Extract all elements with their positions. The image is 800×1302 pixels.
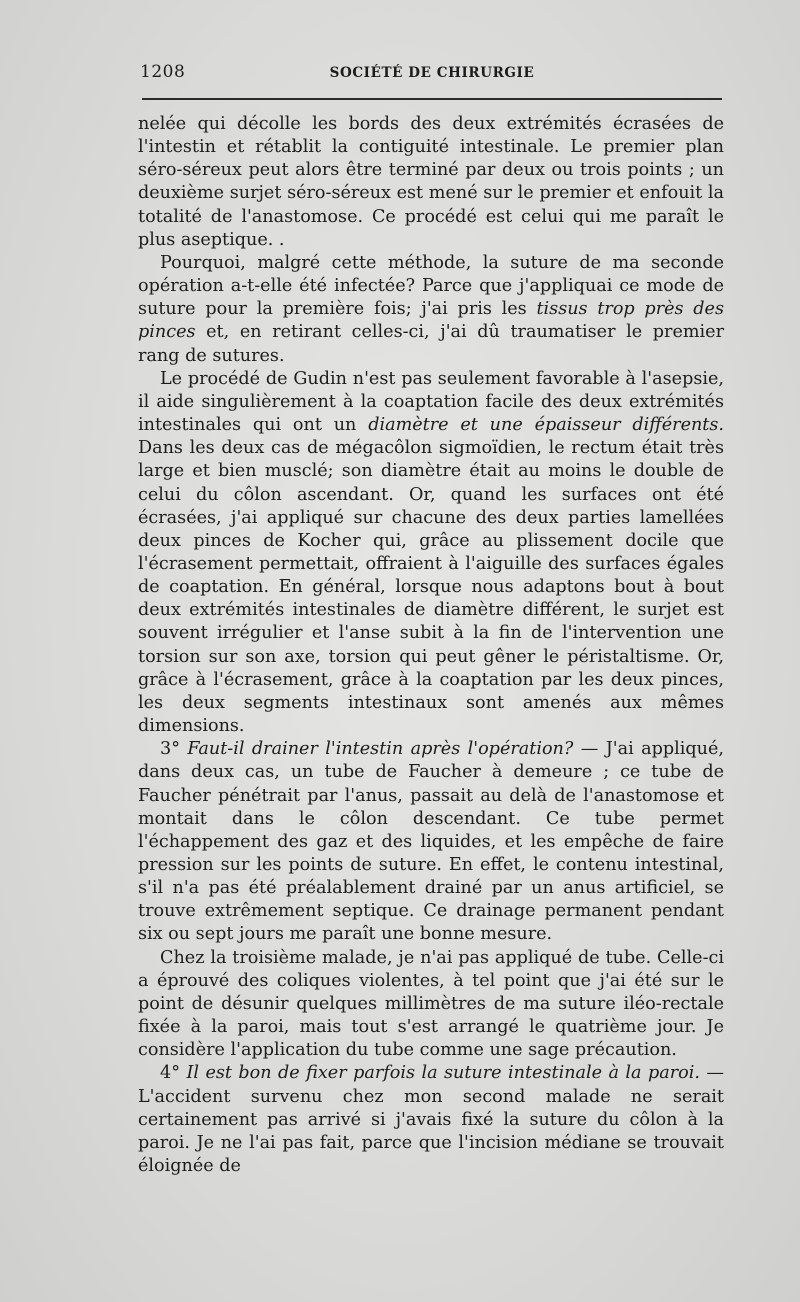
paragraph-6-italic: Il est bon de fixer parfois la suture intestinale à la paroi.: [186, 1063, 700, 1084]
paragraph-4-italic: Faut-il drainer l'intestin après l'opération?: [187, 739, 574, 760]
paragraph-1-text: nelée qui décolle les bords des deux extrémités écrasées de l'intestin et rétablit la contiguité intestinale. Le premier plan séro-séreux peut alors être terminé par deux ou trois points ; un deuxième surjet séro-séreux est mené sur le premier et enfouit la totalité de l'anastomose. Ce procédé est celui qui me paraît le plus aseptique. .: [138, 114, 724, 250]
header-rule: [142, 98, 722, 100]
paragraph-4-text: — J'ai appliqué, dans deux cas, un tube de Faucher à demeure ; ce tube de Faucher pénétrait par l'anus, passait au delà de l'anastomose et montait dans le côlon descendant. Ce tube permet l'échappement des gaz et des liquides, et les empêche de faire pression sur les points de suture. En effet, le contenu intestinal, s'il n'a pas été préalablement drainé par un anus artificiel, se trouve extrêmement septique. Ce drainage permanent pendant six ou sept jours me paraît une bonne mesure.: [138, 739, 724, 945]
paragraph-6-number: 4°: [160, 1063, 187, 1084]
paragraph-6: [138, 1062, 724, 1178]
paragraph-3-text-b: Dans les deux cas de mégacôlon sigmoïdien, le rectum était très large et bien musclé; son diamètre était au moins le double de celui du côlon ascendant. Or, quand les surfaces ont été écrasées, j'ai appliqué sur chacune des deux parties lamellées deux pinces de Kocher qui, grâce au plissement docile que l'écrasement permettait, offraient à l'aiguille des surfaces égales de coaptation. En général, lorsque nous adaptons bout à bout deux extrémités intestinales de diamètre différent, le surjet est souvent irrégulier et l'anse subit à la fin de l'intervention une torsion sur son axe, torsion qui peut gêner le péristaltisme. Or, grâce à l'écrasement, grâce à la coaptation par les deux pinces, les deux segments intestinaux sont amenés aux mêmes dimensions.: [138, 438, 724, 737]
paragraph-5-text: Chez la troisième malade, je n'ai pas appliqué de tube. Celle-ci a éprouvé des coliques violentes, à tel point que j'ai été sur le point de désunir quelques millimètres de ma suture iléo-rectale fixée à la paroi, mais tout s'est arrangé le quatrième jour. Je considère l'application du tube comme une sage précaution.: [138, 947, 724, 1061]
paragraph-1: [138, 113, 724, 252]
paragraph-2-italic: tissus trop près des pinces: [138, 299, 725, 343]
paragraph-3: [138, 368, 724, 739]
body-text: [138, 113, 724, 1178]
page-number: 1208: [140, 62, 186, 82]
running-title: SOCIÉTÉ DE CHIRURGIE: [329, 65, 535, 81]
paragraph-3-text-a: Le procédé de Gudin n'est pas seulement favorable à l'asepsie, il aide singulièrement à la coaptation facile des deux extrémités intestinales qui ont un: [138, 368, 724, 436]
paragraph-6-text: — L'accident survenu chez mon second malade ne serait certainement pas arrivé si j'avais fixé la suture du côlon à la paroi. Je ne l'ai pas fait, parce que l'incision médiane se trouvait éloignée de: [138, 1063, 725, 1177]
paragraph-3-italic: diamètre et une épaisseur différents.: [368, 415, 724, 436]
paragraph-2-text-a: Pourquoi, malgré cette méthode, la suture de ma seconde opération a-t-elle été infectée? Parce que j'appliquai ce mode de suture pour la première fois; j'ai pris les: [138, 252, 724, 320]
paragraph-5: [138, 947, 724, 1063]
paragraph-4: [138, 738, 724, 946]
paragraph-4-number: 3°: [160, 739, 188, 760]
page-header: [140, 62, 724, 86]
paragraph-2-text-b: et, en retirant celles-ci, j'ai dû traumatiser le premier rang de sutures.: [138, 322, 724, 366]
paragraph-2: [138, 252, 724, 368]
